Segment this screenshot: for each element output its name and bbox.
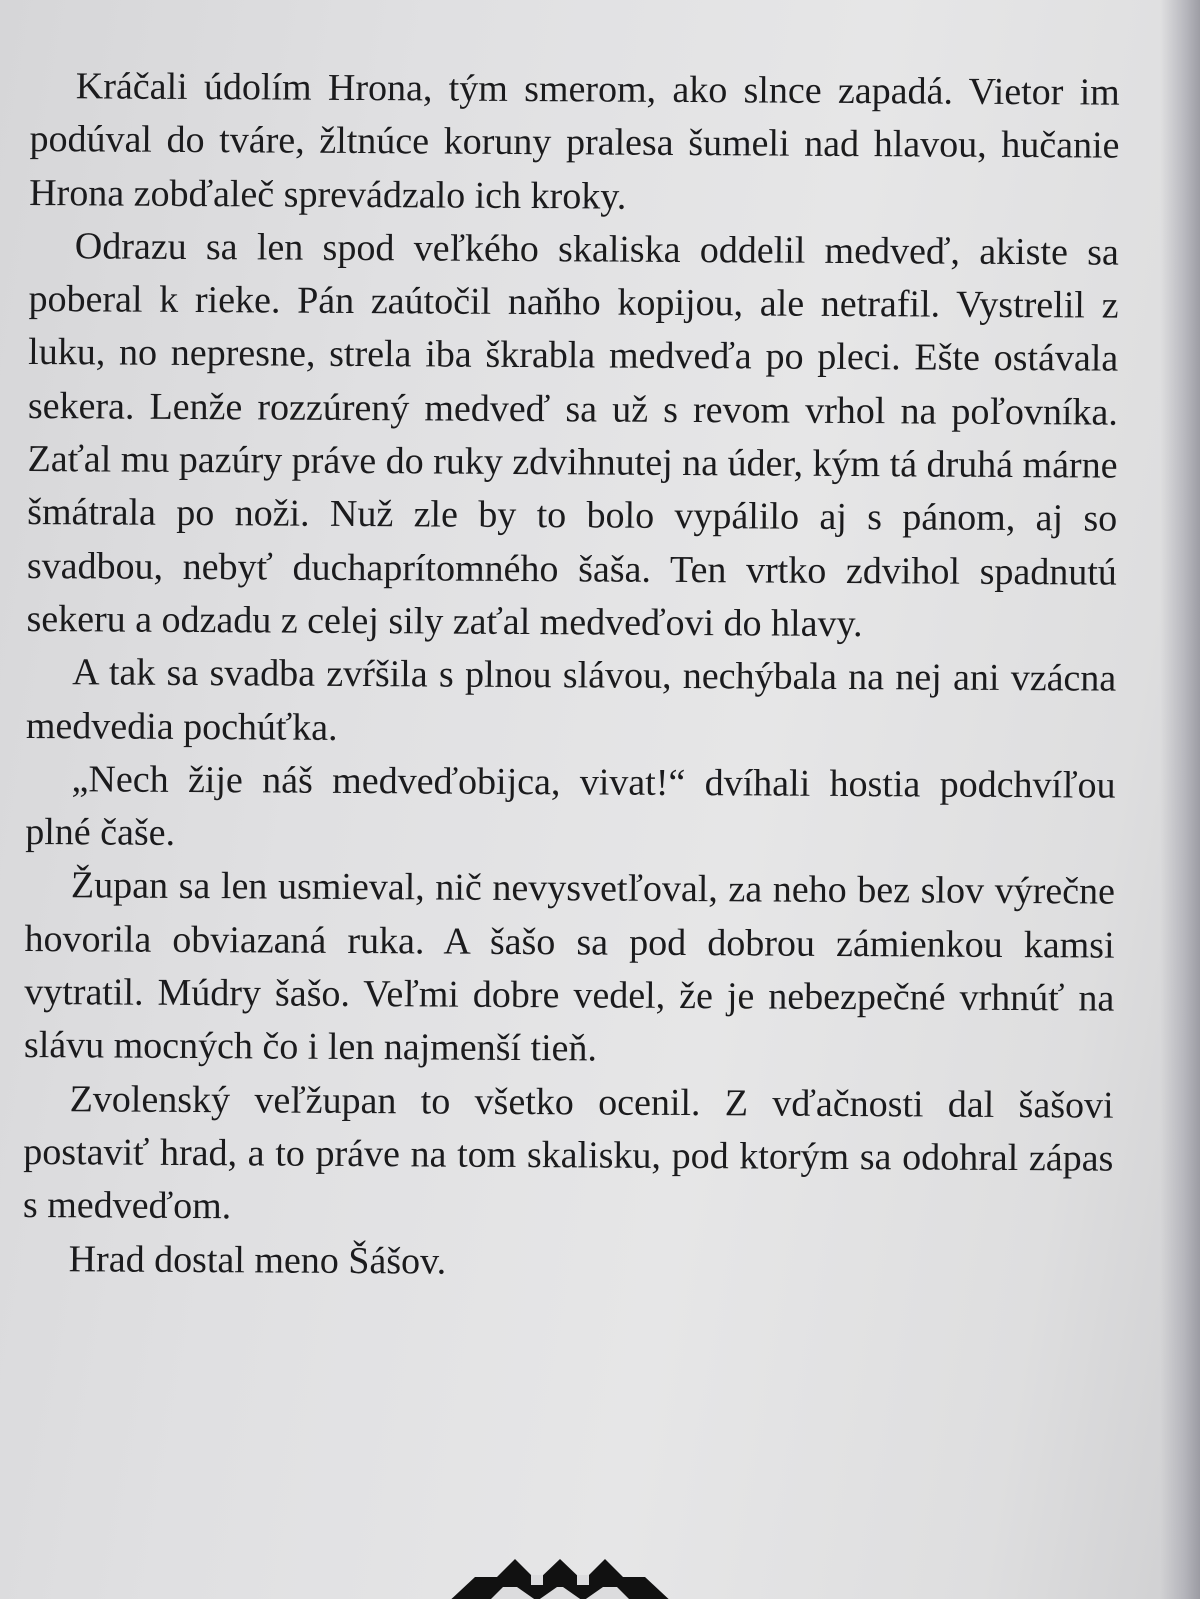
paragraph-6: Zvolenský veľžupan to všetko ocenil. Z vďačnosti dal šašovi postaviť hrad, a to práve na tom skalisku, pod ktorým sa odohral zápas s medveďom. xyxy=(22,1077,1114,1228)
paragraph-3: A tak sa svadba zvŕšila s plnou slávou, nechýbala na nej ani vzácna medvedia pochúťka. xyxy=(25,651,1117,749)
paragraph-5: Župan sa len usmieval, nič nevysvetľoval, za neho bez slov výrečne hovorila obviazaná ruka. A šašo sa pod dobrou zámienkou kamsi vytratil. Múdry šašo. Veľmi dobre vedel, že je nebezpečné vrhnúť na slávu mocných čo i len najmenší tieň. xyxy=(23,864,1116,1070)
paragraph-7: Hrad dostal meno Šášov. xyxy=(68,1237,447,1283)
folk-ornament-icon xyxy=(445,1525,675,1599)
paragraph-1: Kráčali údolím Hrona, tým smerom, ako slnce zapadá. Vietor im podúval do tváre, žltnúce koruny pralesa šumeli nad hlavou, hučanie Hrona zobďaleč sprevádzalo ich kroky. xyxy=(29,65,1120,218)
paragraph-2: Odrazu sa len spod veľkého skaliska oddelil medveď, akiste sa poberal k rieke. Pán zaútočil naňho kopijou, ale netrafil. Vystrelil z luku, no nepresne, strela iba škrabla medveďa po pleci. Ešte ostávala sekera. Lenže rozzúrený medveď sa už s revom vrhol na poľovníka. Zaťal mu pazúry práve do ruky zdvihnutej na úder, kým tá druhá márne šmátrala po noži. Nuž zle by to bolo vypálilo aj s pánom, aj so svadbou, nebyť duchaprítomného šaša. Ten vrtko zdvihol spadnutú sekeru a odzadu z celej sily zaťal medveďovi do hlavy. xyxy=(26,225,1119,646)
page-edge-shadow xyxy=(1160,0,1200,1599)
paragraph-4: „Nech žije náš medveďobijca, vivat!“ dvíhali hostia podchvíľou plné čaše. xyxy=(25,758,1116,855)
story-text xyxy=(23,60,1120,1292)
